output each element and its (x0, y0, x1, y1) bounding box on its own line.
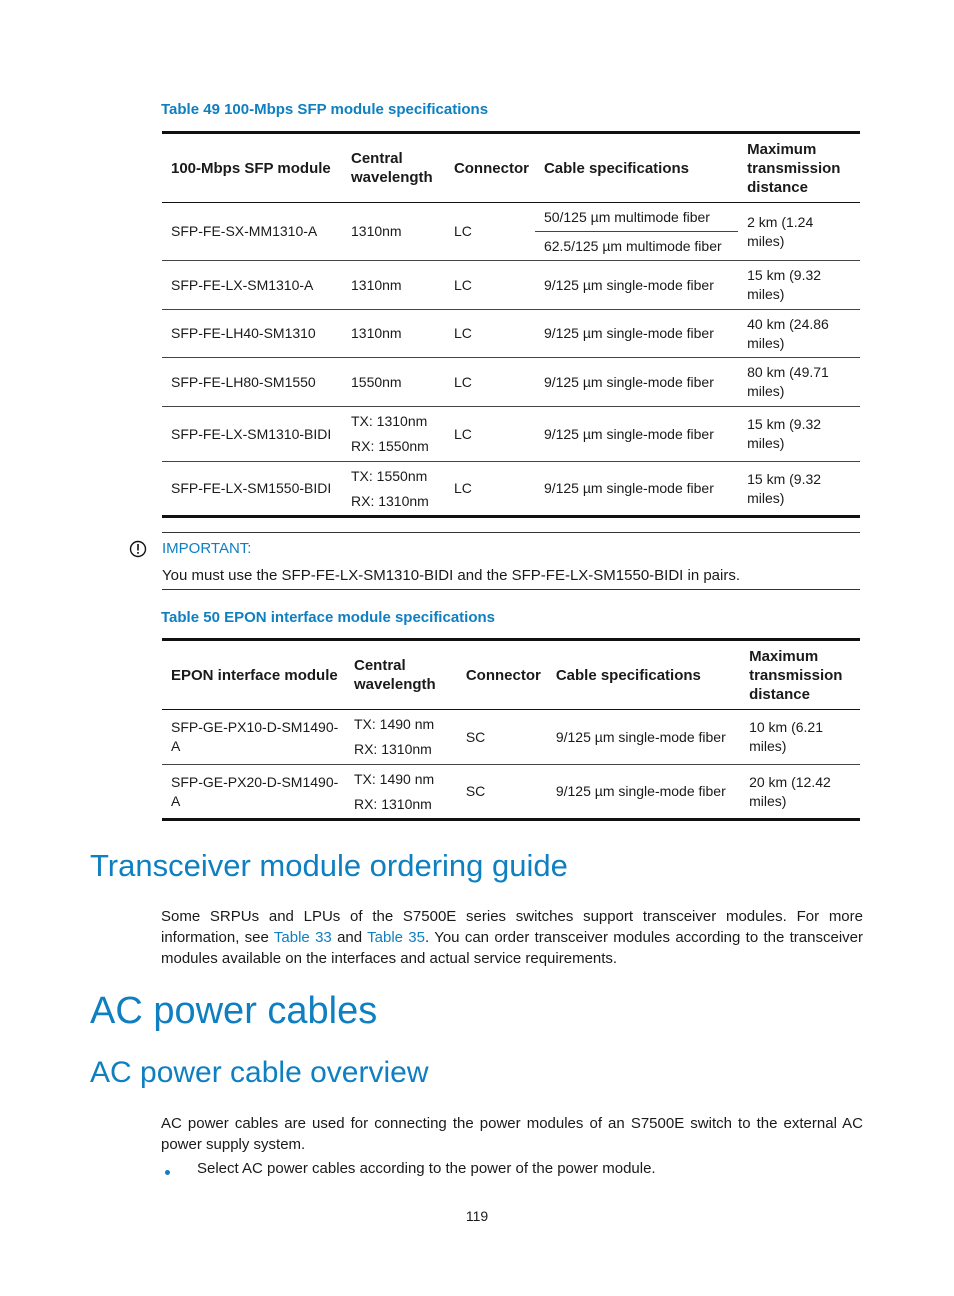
table-row (162, 462, 860, 517)
module-cell: SFP-GE-PX20-D-SM1490-A (171, 773, 339, 809)
rx-wavelength: RX: 1310nm (353, 741, 432, 757)
rx-wavelength: RX: 1310nm (353, 795, 432, 812)
wavelength-cell: 1550nm (351, 373, 402, 390)
connector-cell: LC (453, 223, 472, 239)
tx-wavelength: TX: 1490 nm (353, 770, 435, 787)
cable-cell: 9/125 µm single-mode fiber (543, 373, 714, 390)
module-cell: SFP-FE-LX-SM1310-A (171, 276, 314, 293)
distance-cell: 80 km (49.71 miles) (747, 364, 829, 399)
connector-cell: SC (465, 783, 486, 799)
table49-header-row (162, 133, 860, 203)
table-row (162, 710, 860, 765)
table-row (162, 407, 860, 462)
bullet-icon (165, 1170, 170, 1175)
module-cell: SFP-GE-PX10-D-SM1490-A (171, 719, 339, 754)
column-header: Connector (465, 666, 541, 684)
important-text: You must use the SFP-FE-LX-SM1310-BIDI and the SFP-FE-LX-SM1550-BIDI in pairs. (162, 567, 741, 584)
cable-spec-line: 62.5/125 µm multimode fiber (543, 238, 722, 254)
wavelength-cell (342, 407, 445, 462)
cable-cell: 9/125 µm single-mode fiber (543, 276, 714, 293)
table49 (162, 131, 860, 518)
wavelength-cell: 1310nm (351, 325, 402, 341)
module-cell: SFP-FE-LX-SM1550-BIDI (171, 480, 332, 496)
rx-wavelength: RX: 1310nm (351, 492, 429, 509)
table50 (162, 638, 860, 821)
wavelength-cell: 1310nm (351, 276, 402, 293)
distance-cell: 15 km (9.32 miles) (747, 416, 822, 451)
rx-wavelength: RX: 1550nm (351, 438, 429, 454)
cable-cell: 9/125 µm single-mode fiber (543, 480, 714, 496)
paragraph-text: and (331, 929, 368, 946)
table49-caption: Table 49 100-Mbps SFP module specifications (161, 101, 489, 118)
column-header: Maximum transmission distance (749, 647, 843, 703)
cable-cell: 9/125 µm single-mode fiber (555, 783, 726, 799)
ac-paragraph: AC power cables are used for connecting the power modules of an S7500E switch to the external AC power supply system. (161, 1115, 863, 1153)
column-header: Cable specifications (555, 666, 701, 684)
cable-cell (535, 203, 738, 261)
module-cell: SFP-FE-LH80-SM1550 (171, 373, 316, 390)
cable-cell: 9/125 µm single-mode fiber (555, 728, 726, 745)
table-row (162, 203, 860, 261)
connector-cell: LC (453, 325, 472, 341)
table50-header-row (162, 640, 860, 710)
module-cell: SFP-FE-LH40-SM1310 (171, 325, 316, 341)
distance-cell: 2 km (1.24 miles) (747, 213, 814, 249)
distance-cell: 40 km (24.86 miles) (747, 315, 829, 351)
cable-cell: 9/125 µm single-mode fiber (543, 425, 714, 442)
wavelength-cell (345, 765, 457, 820)
warning-icon (129, 540, 147, 558)
bullet-item: Select AC power cables according to the power of the power module. (197, 1160, 656, 1177)
section-heading-ac-overview: AC power cable overview (90, 1056, 429, 1089)
table-row (162, 358, 860, 407)
paragraph-text: . You can order transceiver modules according to the transceiver modules available on the interfaces and actual service requirements. (161, 929, 863, 967)
cable-spec-line: 50/125 µm multimode fiber (535, 203, 738, 232)
column-header: EPON interface module (171, 666, 338, 684)
column-header: 100-Mbps SFP module (171, 159, 331, 177)
connector-cell: LC (453, 480, 472, 496)
distance-cell: 15 km (9.32 miles) (747, 267, 822, 302)
tx-wavelength: TX: 1490 nm (353, 716, 435, 732)
table-35-link[interactable]: Table 35 (367, 929, 425, 946)
column-header: Connector (453, 159, 529, 177)
distance-cell: 15 km (9.32 miles) (747, 470, 822, 506)
table-row (162, 261, 860, 310)
wavelength-cell: 1310nm (351, 223, 402, 239)
paragraph-text: Some SRPUs and LPUs of the S7500E series switches support transceiver modules. For more information, see (161, 908, 863, 946)
column-header: Cable specifications (543, 159, 689, 177)
connector-cell: LC (453, 425, 472, 442)
column-header: Central wavelength (353, 657, 436, 693)
column-header: Maximum transmission distance (747, 140, 841, 196)
distance-cell: 20 km (12.42 miles) (749, 773, 831, 809)
table-row (162, 765, 860, 820)
section-heading-transceiver: Transceiver module ordering guide (90, 848, 568, 883)
important-label: IMPORTANT: (162, 540, 252, 557)
distance-cell: 10 km (6.21 miles) (749, 719, 824, 754)
tx-wavelength: TX: 1310nm (351, 413, 428, 429)
transceiver-paragraph (161, 906, 863, 969)
tx-wavelength: TX: 1550nm (351, 467, 428, 484)
table-row (162, 310, 860, 358)
table-33-link[interactable]: Table 33 (273, 929, 332, 946)
module-cell: SFP-FE-LX-SM1310-BIDI (171, 425, 332, 442)
page-number: 119 (465, 1208, 489, 1224)
cable-cell: 9/125 µm single-mode fiber (543, 325, 714, 341)
wavelength-cell (342, 462, 445, 517)
connector-cell: LC (453, 276, 472, 293)
module-cell: SFP-FE-SX-MM1310-A (171, 223, 318, 239)
connector-cell: LC (453, 373, 472, 390)
table50-caption: Table 50 EPON interface module specifications (161, 609, 495, 626)
chapter-heading-ac-power-cables: AC power cables (90, 990, 378, 1032)
connector-cell: SC (465, 728, 486, 745)
wavelength-cell (345, 710, 457, 765)
column-header: Central wavelength (351, 150, 433, 186)
